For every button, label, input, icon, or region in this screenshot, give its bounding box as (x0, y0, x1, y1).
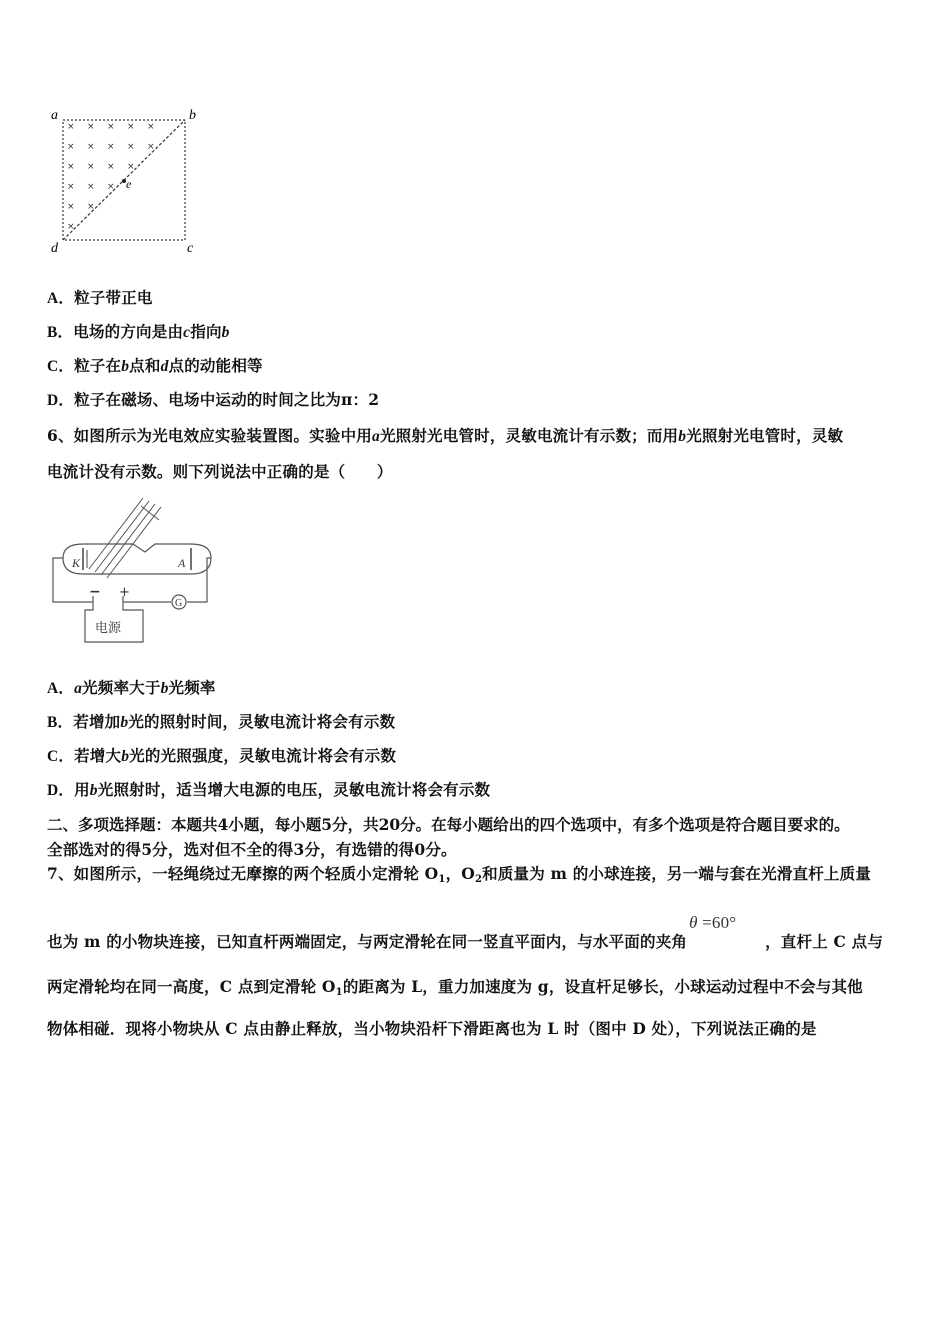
stem-text: 的距离为 L，重力加速度为 g，设直杆足够长，小球运动过程中不会与其他 (342, 977, 863, 996)
option-text: 光照射时，适当增大电源的电压，灵敏电流计将会有示数 (97, 780, 491, 799)
field-cross-mark: × (67, 162, 75, 172)
theta-formula (687, 913, 765, 961)
q7-stem-line3 (47, 975, 863, 998)
option-letter: C． (47, 748, 75, 765)
stem-text: 6、如图所示为光电效应实验装置图。实验中用 (47, 426, 372, 445)
subscript: 2 (474, 874, 483, 885)
figure-photoelectric-svg (45, 492, 220, 647)
label-a: a (51, 108, 58, 123)
field-cross-mark: × (107, 162, 115, 172)
field-cross-mark: × (127, 162, 135, 172)
theta-value: =60° (697, 913, 737, 932)
option-text: 若增加 (73, 712, 121, 731)
field-cross-mark: × (107, 122, 115, 132)
field-cross-mark: × (87, 142, 95, 152)
figure-magnetic-field (45, 105, 205, 255)
option-text: 点的动能相等 (168, 356, 263, 375)
stem-text: ，O (445, 864, 475, 883)
q5-option-b[interactable] (47, 320, 230, 342)
q7-stem-line4: 物体相碰．现将小物块从 C 点由静止释放，当小物块沿杆下滑距离也为 L 时（图中 D 处），下列说法正确的是 (47, 1019, 817, 1038)
option-text: 光的照射时间，灵敏电流计将会有示数 (128, 712, 396, 731)
field-cross-mark: × (147, 142, 155, 152)
field-cross-mark: × (67, 202, 75, 212)
option-letter: B． (47, 324, 74, 341)
option-var: b (120, 714, 129, 731)
q6-stem-line1 (47, 424, 843, 446)
q6-stem-line2: 电流计没有示数。则下列说法中正确的是（ ） (47, 462, 393, 481)
stem-var: a (372, 428, 380, 445)
theta-symbol: θ (689, 913, 698, 932)
option-text: 光频率 (168, 678, 216, 697)
label-A: A (178, 556, 186, 570)
label-d: d (51, 241, 58, 255)
option-text: 若增大 (74, 746, 122, 765)
field-cross-mark: × (87, 202, 95, 212)
label-K: K (72, 556, 81, 570)
label-G: G (175, 598, 183, 609)
field-cross-mark: × (67, 122, 75, 132)
section2-line2: 全部选对的得5分，选对但不全的得3分，有选错的得0分。 (47, 840, 457, 859)
option-text: 指向 (190, 322, 222, 341)
option-letter: A． (47, 680, 75, 697)
section2-line1: 二、多项选择题：本题共4小题，每小题5分，共20分。在每小题给出的四个选项中，有多个选项是符合题目要求的。 (47, 815, 850, 834)
q7-stem-line2 (47, 913, 884, 961)
stem-text: ，直杆上 C 点与 (765, 932, 884, 951)
option-var: b (121, 358, 130, 375)
option-var: b (221, 324, 230, 341)
label-power: 电源 (95, 621, 122, 636)
option-text: 粒子在 (74, 356, 122, 375)
stem-text: 和质量为 m 的小球连接，另一端与套在光滑直杆上质量 (482, 864, 872, 883)
subscript: 1 (438, 874, 446, 885)
field-crosses (67, 122, 155, 232)
field-cross-mark: × (87, 182, 95, 192)
stem-text: 两定滑轮均在同一高度，C 点到定滑轮 O (47, 977, 336, 996)
label-b: b (189, 108, 196, 123)
q6-option-a[interactable] (47, 676, 216, 698)
field-cross-mark: × (127, 122, 135, 132)
q6-option-d[interactable] (47, 778, 490, 800)
option-letter: B． (47, 714, 74, 731)
light-beams (89, 498, 161, 578)
field-cross-mark: × (107, 182, 115, 192)
option-var: b (160, 680, 169, 697)
option-letter: A． (47, 290, 75, 307)
stem-text: 光照射光电管时，灵敏 (686, 426, 844, 445)
option-var: c (183, 324, 191, 341)
option-letter: D． (47, 782, 75, 799)
photo-tube (63, 544, 211, 574)
field-cross-mark: × (87, 162, 95, 172)
option-var: a (74, 680, 83, 697)
q5-option-c[interactable] (47, 354, 263, 376)
option-text: 电场的方向是由 (73, 322, 184, 341)
q6-option-c[interactable] (47, 744, 396, 766)
field-cross-mark: × (67, 222, 75, 232)
label-e: e (126, 177, 132, 191)
option-text: 光频率大于 (82, 678, 161, 697)
field-cross-mark: × (107, 142, 115, 152)
stem-text: 也为 m 的小物块连接，已知直杆两端固定，与两定滑轮在同一竖直平面内，与水平面的夹角 (47, 932, 688, 951)
field-cross-mark: × (147, 122, 155, 132)
option-var: b (89, 782, 98, 799)
field-cross-mark: × (127, 142, 135, 152)
option-var: d (160, 358, 169, 375)
q7-stem-line1 (47, 862, 871, 885)
option-text: 粒子带正电 (74, 288, 153, 307)
option-text: 点和 (129, 356, 161, 375)
label-c: c (187, 241, 194, 255)
option-text: 粒子在磁场、电场中运动的时间之比为π：2 (74, 390, 380, 409)
figure-magnetic-field-svg (45, 105, 205, 255)
stem-text: 光照射光电管时，灵敏电流计有示数；而用 (379, 426, 679, 445)
stem-var: b (678, 428, 687, 445)
option-letter: D． (47, 392, 75, 409)
q5-option-d[interactable] (47, 388, 379, 410)
option-text: 光的光照强度，灵敏电流计将会有示数 (129, 746, 397, 765)
option-text: 用 (74, 780, 90, 799)
q5-option-a[interactable] (47, 286, 153, 308)
subscript: 1 (335, 987, 343, 998)
label-plus: + (119, 585, 130, 600)
option-letter: C． (47, 358, 75, 375)
field-cross-mark: × (87, 122, 95, 132)
q6-option-b[interactable] (47, 710, 395, 732)
stem-text: 7、如图所示，一轻绳绕过无摩擦的两个轻质小定滑轮 O (47, 864, 439, 883)
figure-photoelectric (45, 492, 220, 647)
field-cross-mark: × (67, 182, 75, 192)
option-var: b (121, 748, 130, 765)
field-cross-mark: × (67, 142, 75, 152)
label-minus: − (89, 584, 101, 600)
